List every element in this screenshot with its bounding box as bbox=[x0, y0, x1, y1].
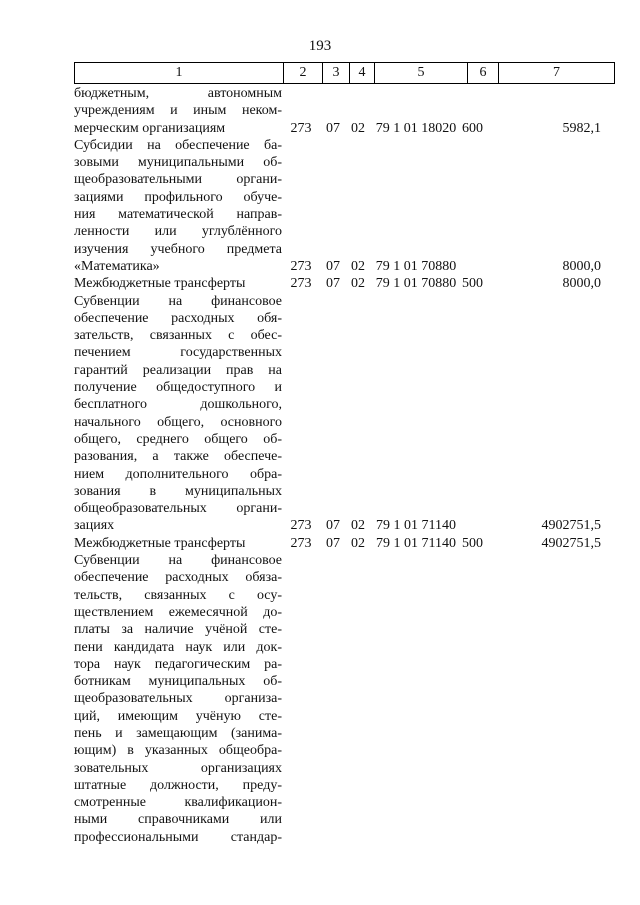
description-line: ющим) в указанных общеобра- bbox=[74, 743, 282, 759]
target-item-code: 79 1 01 18020 bbox=[375, 120, 457, 136]
description-line: общеобразовательных органи- bbox=[74, 501, 282, 517]
page-number: 193 bbox=[308, 38, 332, 54]
expense-type-code: 600 bbox=[462, 120, 483, 136]
description-line: пень и замещающим (занима- bbox=[74, 725, 282, 741]
description-line: Субвенции на финансовое bbox=[74, 293, 282, 309]
description-line: изучения учебного предмета bbox=[74, 241, 282, 257]
description-line: штатные должности, преду- bbox=[74, 777, 282, 793]
amount: 8000,0 bbox=[562, 276, 601, 292]
table-row bbox=[74, 552, 615, 846]
description-line: профессиональными стандар- bbox=[74, 829, 282, 845]
budget-table-body bbox=[74, 85, 615, 846]
description-line: тельств, связанных с осу- bbox=[74, 587, 282, 603]
description-line: зования в муниципальных bbox=[74, 483, 282, 499]
description-line: ния математической направ- bbox=[74, 207, 282, 223]
ministry-code: 273 bbox=[290, 276, 312, 292]
amount: 8000,0 bbox=[562, 258, 601, 274]
table-row bbox=[74, 293, 615, 535]
expense-type-code: 500 bbox=[462, 535, 483, 551]
column-header-4: 4 bbox=[350, 63, 375, 84]
description-line: Межбюджетные трансферты bbox=[74, 276, 246, 292]
row-description bbox=[74, 275, 282, 292]
section-code: 07 bbox=[326, 535, 340, 551]
ministry-code: 273 bbox=[290, 535, 312, 551]
description-line: зациях bbox=[74, 518, 115, 534]
description-line: учреждениям и иным неком- bbox=[74, 103, 282, 119]
description-line: бесплатного дошкольного, bbox=[74, 397, 282, 413]
target-item-code: 79 1 01 70880 bbox=[375, 276, 457, 292]
description-line: щеобразовательных организа- bbox=[74, 691, 282, 707]
description-line: Субсидии на обеспечение ба- bbox=[74, 137, 282, 153]
description-line: начального общего, основного bbox=[74, 414, 282, 430]
description-line: ций, имеющим учёную сте- bbox=[74, 708, 282, 724]
column-header-6: 6 bbox=[468, 63, 499, 84]
column-header-1: 1 bbox=[75, 63, 284, 84]
amount: 5982,1 bbox=[562, 120, 601, 136]
description-line: пени кандидата наук или док- bbox=[74, 639, 282, 655]
table-row bbox=[74, 137, 615, 275]
ministry-code: 273 bbox=[290, 518, 312, 534]
ministry-code: 273 bbox=[290, 120, 312, 136]
subsection-code: 02 bbox=[351, 258, 365, 274]
description-line: ными справочниками или bbox=[74, 812, 282, 828]
subsection-code: 02 bbox=[351, 518, 365, 534]
description-line: щеобразовательными органи- bbox=[74, 172, 282, 188]
subsection-code: 02 bbox=[351, 120, 365, 136]
table-row bbox=[74, 85, 615, 137]
section-code: 07 bbox=[326, 120, 340, 136]
description-line: мерческим организациям bbox=[74, 120, 226, 136]
column-header-2: 2 bbox=[284, 63, 323, 84]
row-description bbox=[74, 293, 282, 535]
section-code: 07 bbox=[326, 276, 340, 292]
description-line: Межбюджетные трансферты bbox=[74, 535, 246, 551]
column-header-3: 3 bbox=[323, 63, 350, 84]
description-line: ботникам муниципальных об- bbox=[74, 674, 282, 690]
row-description bbox=[74, 137, 282, 275]
subsection-code: 02 bbox=[351, 276, 365, 292]
target-item-code: 79 1 01 70880 bbox=[375, 258, 457, 274]
row-description bbox=[74, 535, 282, 552]
expense-type-code: 500 bbox=[462, 276, 483, 292]
subsection-code: 02 bbox=[351, 535, 365, 551]
description-line: платы за наличие учёной сте- bbox=[74, 622, 282, 638]
amount: 4902751,5 bbox=[541, 535, 601, 551]
description-line: бюджетным, автономным bbox=[74, 86, 282, 101]
ministry-code: 273 bbox=[290, 258, 312, 274]
description-line: печением государственных bbox=[74, 345, 282, 361]
section-code: 07 bbox=[326, 518, 340, 534]
description-line: разования, а также обеспече- bbox=[74, 449, 282, 465]
description-line: общего, среднего общего об- bbox=[74, 431, 282, 447]
description-line: тора наук педагогическим ра- bbox=[74, 656, 282, 672]
amount: 4902751,5 bbox=[541, 518, 601, 534]
description-line: зовыми муниципальными об- bbox=[74, 155, 282, 171]
column-header-7: 7 bbox=[499, 63, 615, 84]
description-line: зациями профильного обуче- bbox=[74, 189, 282, 205]
description-line: смотренные квалификацион- bbox=[74, 795, 282, 811]
description-line: гарантий реализации прав на bbox=[74, 362, 282, 378]
description-line: обеспечение расходных обя- bbox=[74, 310, 282, 326]
column-header-5: 5 bbox=[375, 63, 468, 84]
description-line: Субвенции на финансовое bbox=[74, 553, 282, 569]
description-line: получение общедоступного и bbox=[74, 380, 282, 396]
column-header-row bbox=[74, 62, 615, 84]
row-description bbox=[74, 85, 282, 137]
section-code: 07 bbox=[326, 258, 340, 274]
description-line: «Математика» bbox=[74, 258, 160, 274]
table-row bbox=[74, 535, 615, 552]
table-row bbox=[74, 275, 615, 292]
description-line: ществлением ежемесячной до- bbox=[74, 604, 282, 620]
description-line: ленности или углублённого bbox=[74, 224, 282, 240]
description-line: обеспечение расходных обяза- bbox=[74, 570, 282, 586]
row-description bbox=[74, 552, 282, 846]
description-line: зовательных организациях bbox=[74, 760, 282, 776]
target-item-code: 79 1 01 71140 bbox=[376, 535, 456, 551]
description-line: зательств, связанных с обес- bbox=[74, 328, 282, 344]
description-line: нием дополнительного обра- bbox=[74, 466, 282, 482]
target-item-code: 79 1 01 71140 bbox=[376, 518, 456, 534]
